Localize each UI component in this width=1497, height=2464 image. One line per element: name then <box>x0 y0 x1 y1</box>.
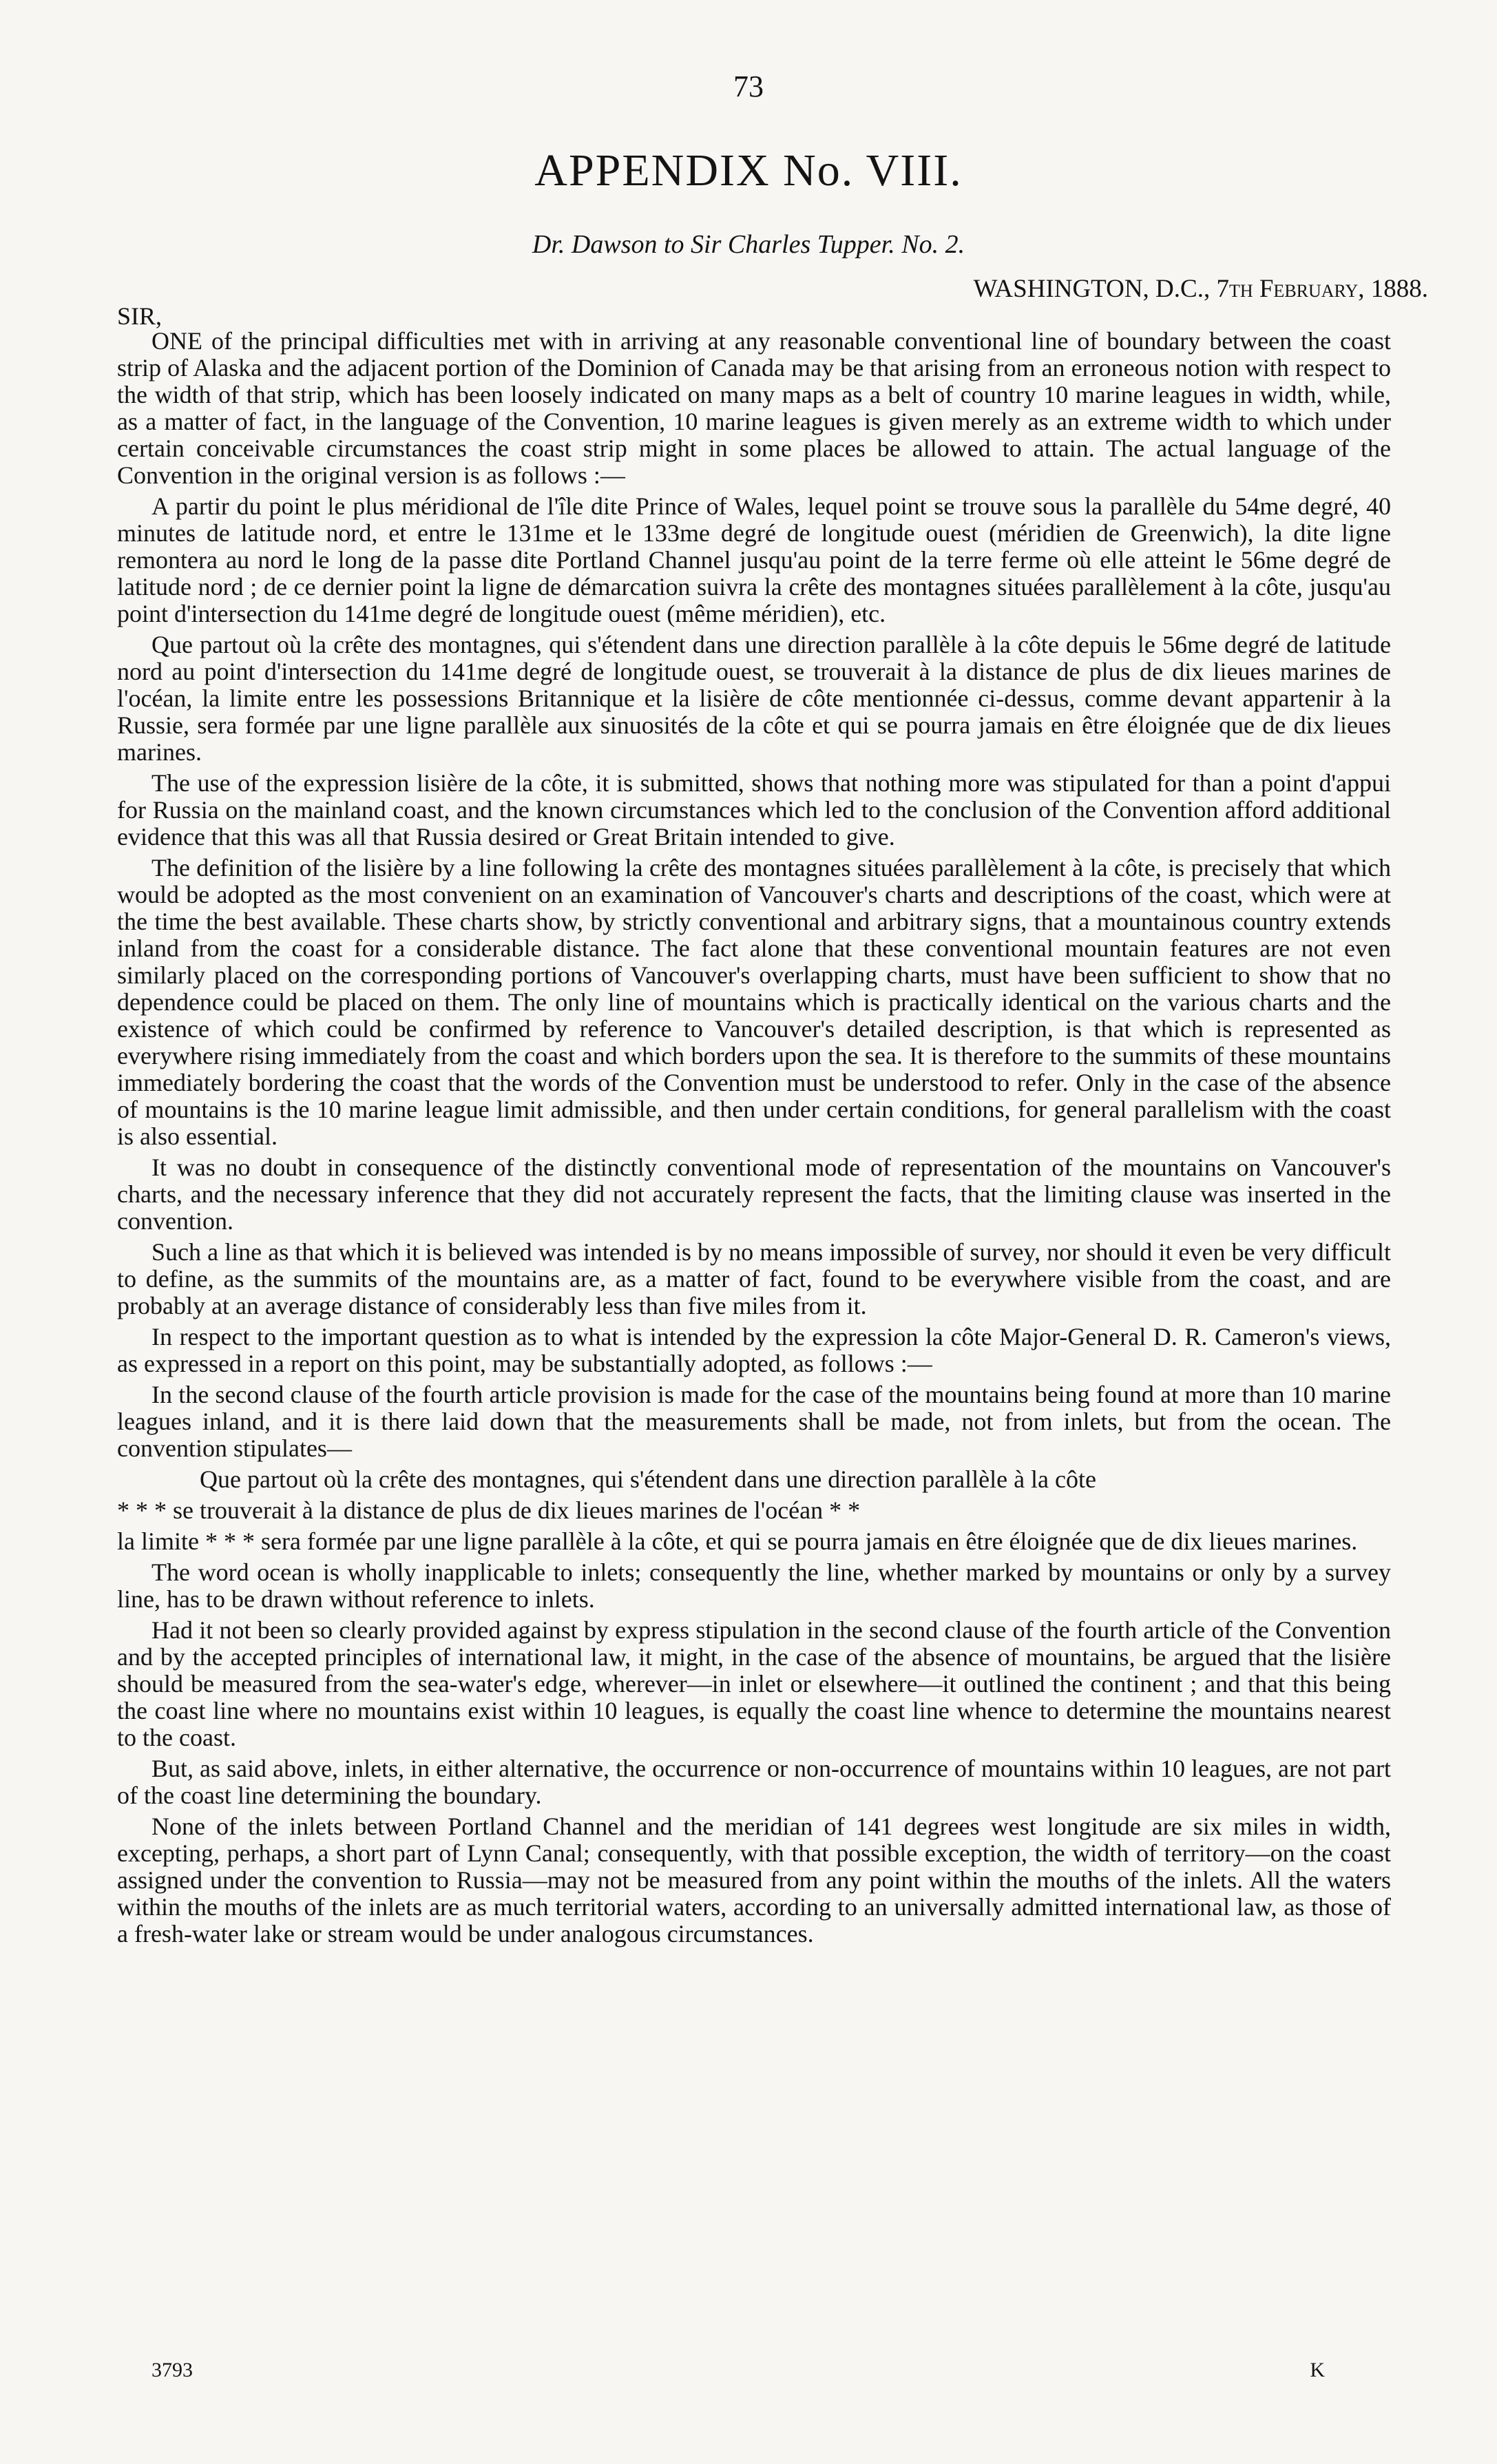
paragraph: The definition of the lisière by a line following la crête des montagnes situées parallèlement à la côte, is precisely that which would be adopted as the most convenient on an examination of Vancouver's charts and descriptions of the coast, which were at the time the best available. These charts show, by strictly conventional and arbitrary signs, that a mountainous country extends inland from the coast for a considerable distance. The fact alone that these conventional mountain features are not even similarly placed on the corresponding portions of Vancouver's overlapping charts, must have been sufficient to show that no dependence could be placed on them. The only line of mountains which is practically identical on the various charts and the existence of which could be confirmed by reference to Vancouver's detailed description, is that which is represented as everywhere rising immediately from the coast and which borders upon the sea. It is therefore to the summits of these mountains immediately bordering the coast that the words of the Convention must be understood to refer. Only in the case of the absence of mountains is the 10 marine league limit admissible, and then under certain conditions, for general parallelism with the coast is also essential. <box>117 854 1391 1150</box>
paragraph: In the second clause of the fourth article provision is made for the case of the mountains being found at more than 10 marine leagues inland, and it is there laid down that the measurements shall be made, not from inlets, but from the ocean. The convention stipulates— <box>117 1381 1391 1462</box>
paragraph: But, as said above, inlets, in either alternative, the occurrence or non-occurrence of mountains within 10 leagues, are not part of the coast line determining the boundary. <box>117 1755 1391 1809</box>
letter-subtitle: Dr. Dawson to Sir Charles Tupper. No. 2. <box>532 230 965 259</box>
paragraph: A partir du point le plus méridional de l'île dite Prince of Wales, lequel point se trouve sous la parallèle du 54me degré, 40 minutes de latitude nord, et entre le 131me et le 133me degré de longitude ouest (méridien de Greenwich), la dite ligne remontera au nord le long de la passe dite Portland Channel jusqu'au point de la terre ferme où elle atteint le 56me degré de latitude nord ; de ce dernier point la ligne de démarcation suivra la crête des montagnes situées parallèlement à la côte, jusqu'au point d'intersection du 141me degré de longitude ouest (même méridien), etc. <box>117 492 1391 627</box>
paragraph: The use of the expression lisière de la côte, it is submitted, shows that nothing more was stipulated for than a point d'appui for Russia on the mainland coast, and the known circumstances which led to the conclusion of the Convention afford additional evidence that this was all that Russia desired or Great Britain intended to give. <box>117 769 1391 850</box>
quoted-clause: la limite * * * sera formée par une ligne parallèle à la côte, et qui se pourra jamais en être éloignée que de dix lieues marines. <box>117 1527 1358 1555</box>
paragraph: It was no doubt in consequence of the distinctly conventional mode of representation of the mountains on Vancouver's charts, and the necessary inference that they did not accurately represent the facts, that the limiting clause was inserted in the convention. <box>117 1153 1391 1235</box>
quoted-clause: Que partout où la crête des montagnes, qui s'étendent dans une direction parallèle à la côte <box>200 1465 1096 1493</box>
page-number: 73 <box>733 70 764 103</box>
letter-body <box>117 328 1391 1952</box>
appendix-title: APPENDIX No. VIII. <box>534 145 963 196</box>
paragraph: ONE of the principal difficulties met with in arriving at any reasonable conventional line of boundary between the coast strip of Alaska and the adjacent portion of the Dominion of Canada may be that arising from an erroneous notion with respect to the width of that strip, which has been loosely indicated on many maps as a belt of country 10 marine leagues in width, while, as a matter of fact, in the language of the Convention, 10 marine leagues is given merely as an extreme width to which under certain conceivable circumstances the coast strip might in some places be allowed to attain. The actual language of the Convention in the original version is as follows :— <box>117 327 1391 489</box>
quoted-clause: * * * se trouverait à la distance de plus de dix lieues marines de l'océan * * <box>117 1496 861 1524</box>
signature-mark: K <box>1310 2359 1325 2381</box>
print-number: 3793 <box>151 2359 193 2381</box>
paragraph: Que partout où la crête des montagnes, qui s'étendent dans une direction parallèle à la côte depuis le 56me degré de latitude nord au point d'intersection du 141me degré de longitude ouest, se trouverait à la distance de plus de dix lieues marines de l'océan, la limite entre les possessions Britannique et la lisière de côte mentionnée ci-dessus, comme devant appartenir à la Russie, sera formée par une ligne parallèle aux sinuosités de la côte et qui se pourra jamais en être éloignée que de dix lieues marines. <box>117 631 1391 766</box>
paragraph: In respect to the important question as to what is intended by the expression la côte Major-General D. R. Cameron's views, as expressed in a report on this point, may be substantially adopted, as follows :— <box>117 1323 1391 1377</box>
paragraph: Had it not been so clearly provided against by express stipulation in the second clause of the fourth article of the Convention and by the accepted principles of international law, it might, in the case of the absence of mountains, be argued that the lisière should be measured from the sea-water's edge, wherever—in inlet or elsewhere—it outlined the continent ; and that this being the coast line where no mountains exist within 10 leagues, is equally the coast line whence to determine the mountains nearest to the coast. <box>117 1616 1391 1751</box>
paragraph: The word ocean is wholly inapplicable to inlets; consequently the line, whether marked by mountains or only by a survey line, has to be drawn without reference to inlets. <box>117 1558 1391 1613</box>
salutation: SIR, <box>117 302 163 330</box>
dateline: WASHINGTON, D.C., 7th February, 1888. <box>973 275 1428 303</box>
paragraph: None of the inlets between Portland Channel and the meridian of 141 degrees west longitude are six miles in width, excepting, perhaps, a short part of Lynn Canal; consequently, with that possible exception, the width of territory—on the coast assigned under the convention to Russia—may not be measured from any point within the mouths of the inlets. All the waters within the mouths of the inlets are as much territorial waters, according to an universally admitted international law, as those of a fresh-water lake or stream would be under analogous circumstances. <box>117 1813 1391 1948</box>
paragraph: Such a line as that which it is believed was intended is by no means impossible of survey, nor should it even be very difficult to define, as the summits of the mountains are, as a matter of fact, found to be everywhere visible from the coast, and are probably at an average distance of considerably less than five miles from it. <box>117 1238 1391 1319</box>
